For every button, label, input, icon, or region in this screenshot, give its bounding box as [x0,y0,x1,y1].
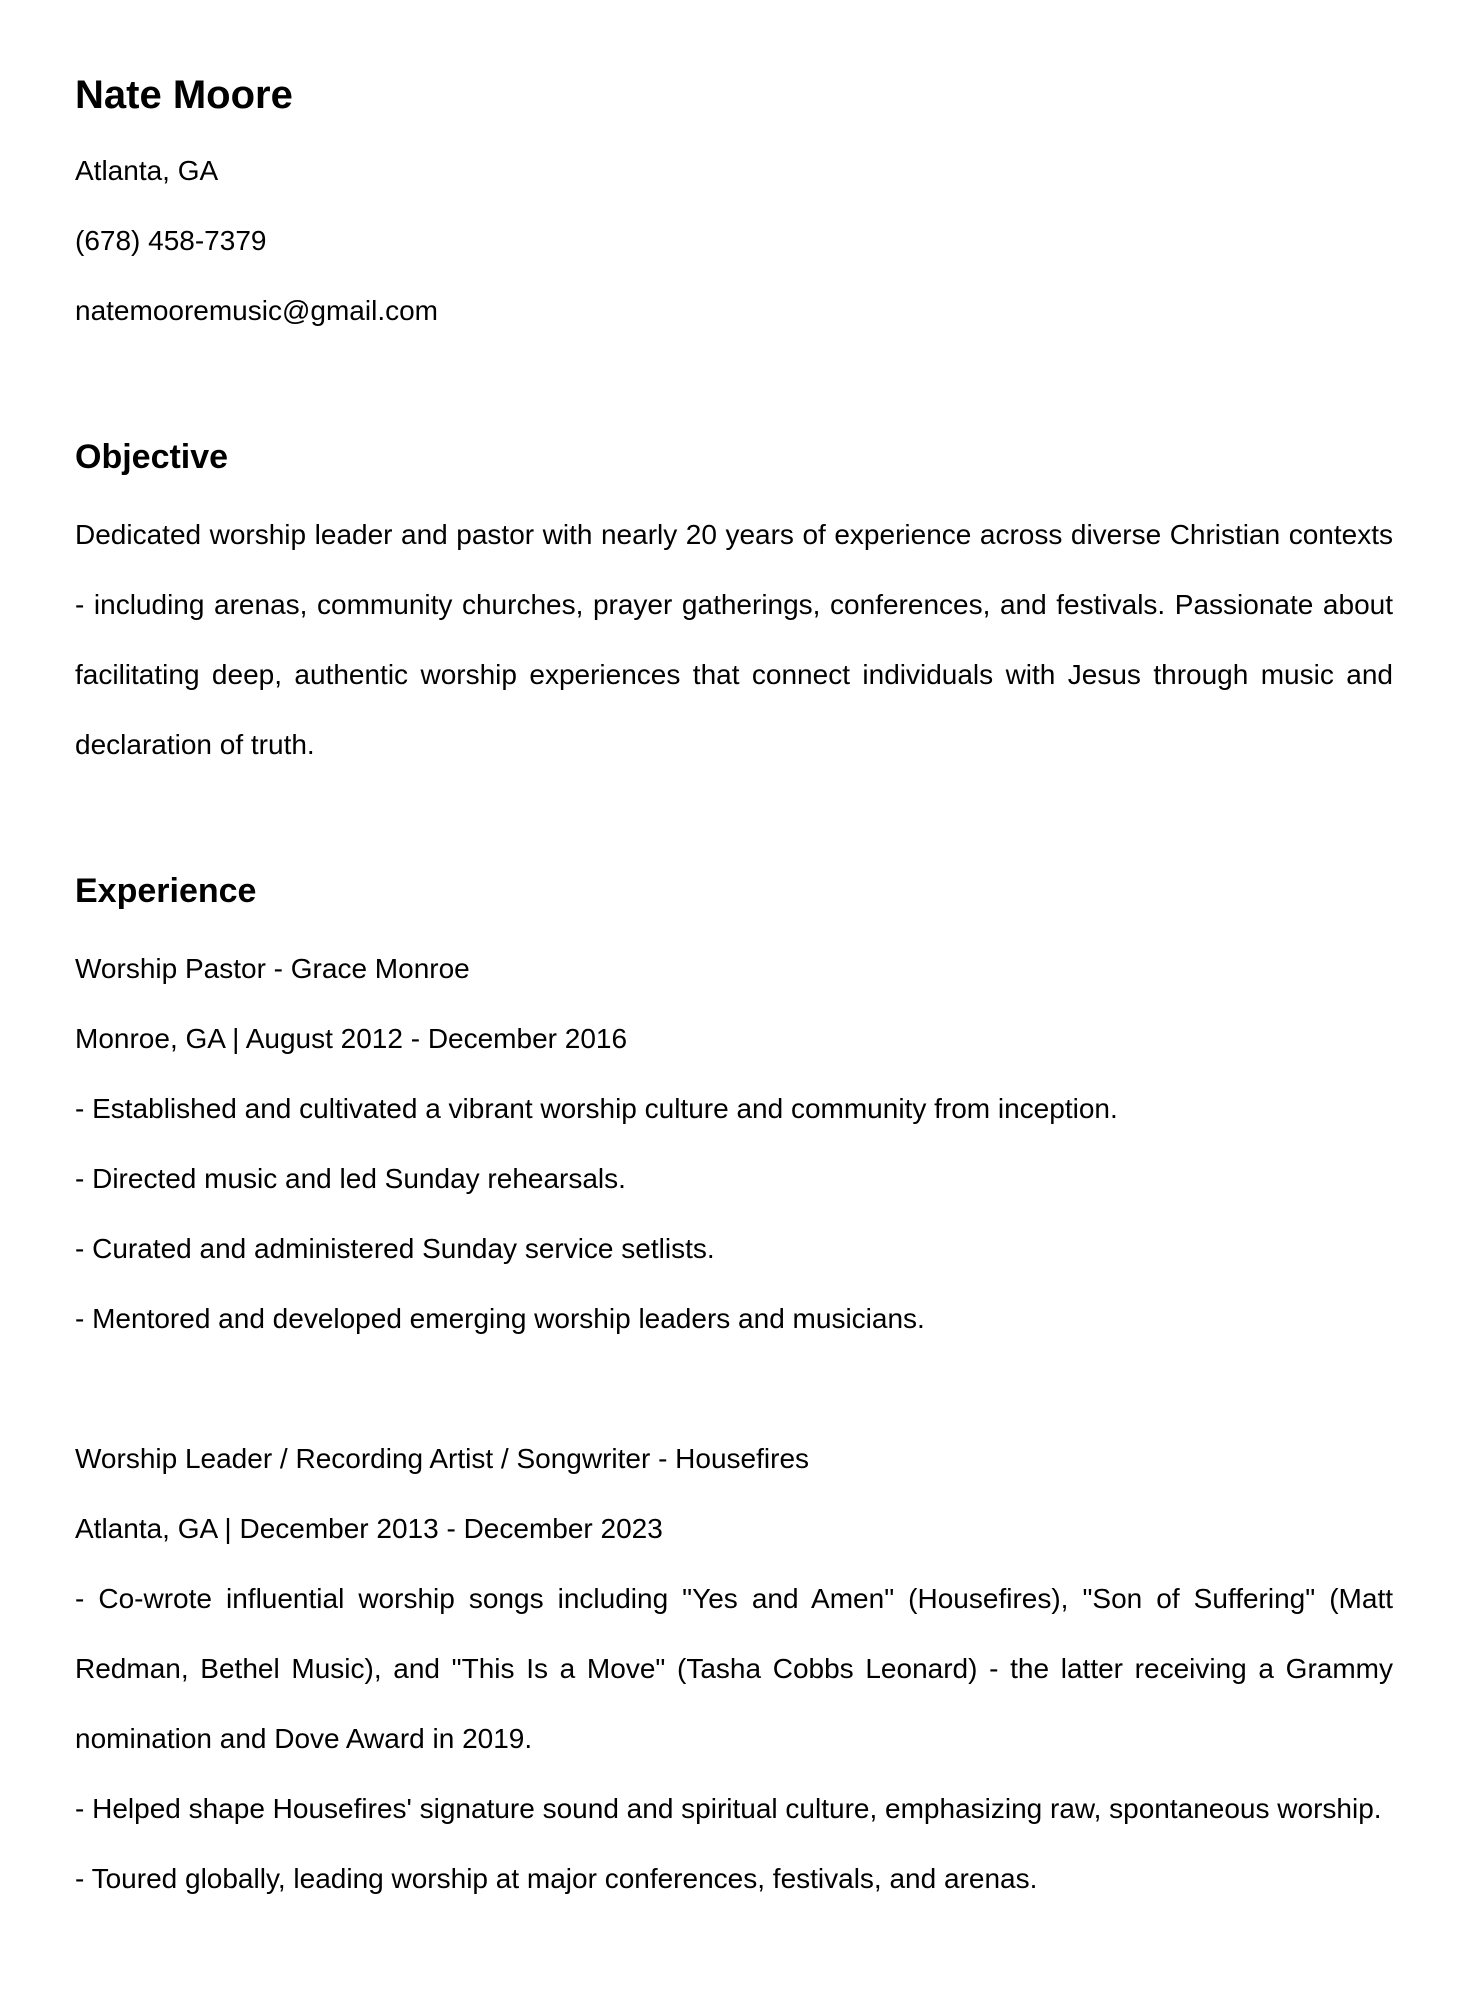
job-bullet: - Directed music and led Sunday rehearsals. [75,1163,626,1194]
job-bullet: - Mentored and developed emerging worship leaders and musicians. [75,1303,925,1334]
phone: (678) 458-7379 [75,225,267,256]
job-entry [75,934,1393,1354]
experience-heading: Experience [75,872,257,910]
job-title: Worship Pastor - Grace Monroe [75,953,470,984]
job-bullet: - Toured globally, leading worship at major conferences, festivals, and arenas. [75,1863,1038,1894]
job-meta: Monroe, GA | August 2012 - December 2016 [75,1023,628,1054]
job-bullet: - Curated and administered Sunday service setlists. [75,1233,715,1264]
location: Atlanta, GA [75,155,219,186]
email: natemooremusic@gmail.com [75,295,438,326]
job-meta: Atlanta, GA | December 2013 - December 2023 [75,1513,663,1544]
resume-page [75,68,1393,1914]
job-bullet: - Helped shape Housefires' signature sound and spiritual culture, emphasizing raw, spontaneous worship. [75,1793,1382,1824]
job-bullet: - Co-wrote influential worship songs including "Yes and Amen" (Housefires), "Son of Suffering" (Matt Redman, Bethel Music), and "This Is a Move" (Tasha Cobbs Leonard) - the latter receiving a Grammy nomination and Dove Award in 2019. [75,1583,1393,1754]
objective-heading: Objective [75,438,229,476]
job-title: Worship Leader / Recording Artist / Songwriter - Housefires [75,1443,810,1474]
candidate-name: Nate Moore [75,73,293,117]
objective-text: Dedicated worship leader and pastor with nearly 20 years of experience across diverse Christian contexts - including arenas, community churches, prayer gatherings, conferences, and festivals. Passionate about facilitating deep, authentic worship experiences that connect individuals with Jesus through music and declaration of truth. [75,519,1393,760]
job-bullet: - Established and cultivated a vibrant worship culture and community from inception. [75,1093,1118,1124]
job-entry [75,1424,1393,1914]
